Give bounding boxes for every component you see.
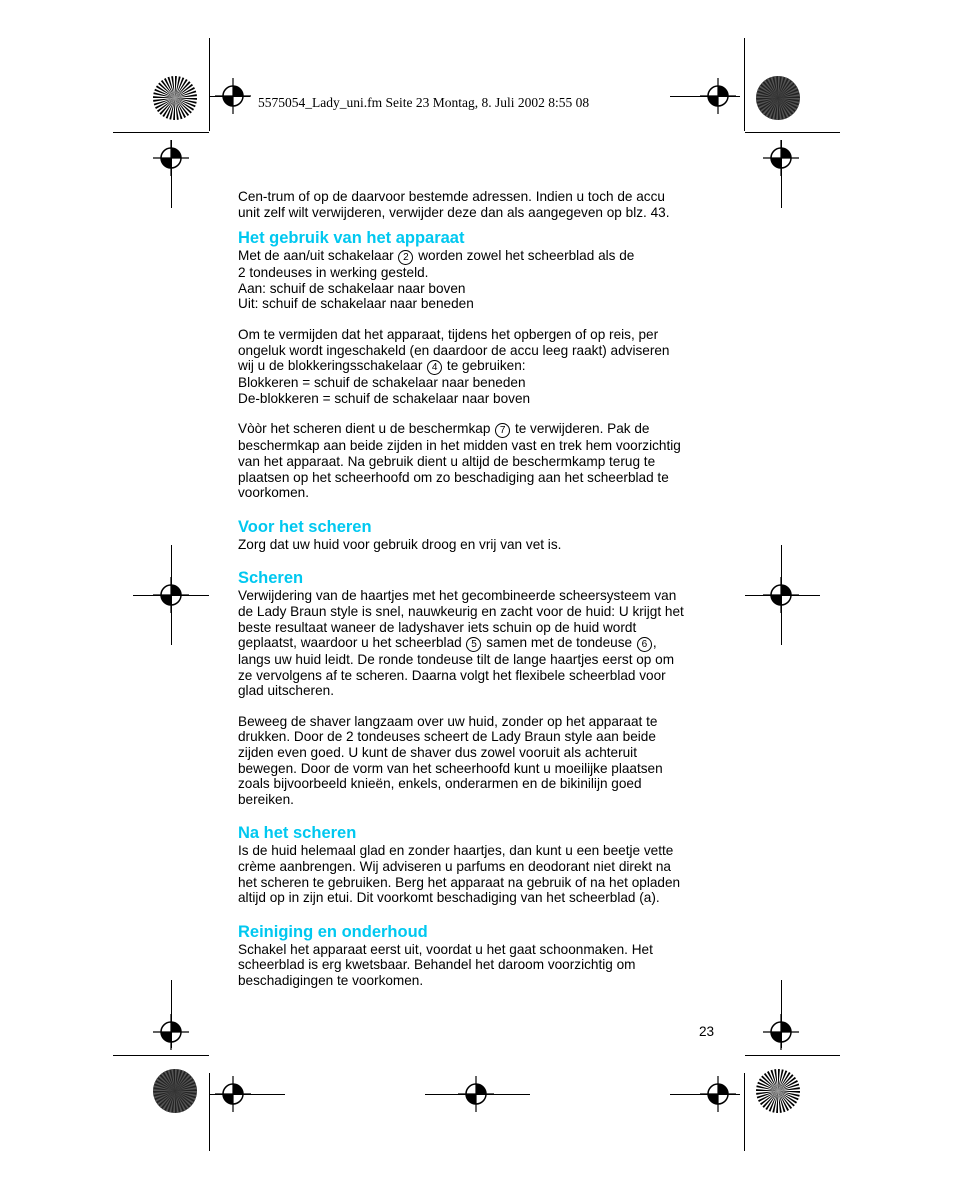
body-line: Schakel het apparaat eerst uit, voordat u het gaat schoonmaken. Het xyxy=(238,941,653,957)
intro-line: Cen-trum of op de daarvoor bestemde adressen. Indien u toch de accu xyxy=(238,189,665,204)
crop-line xyxy=(744,1073,745,1151)
reference-number: 2 xyxy=(398,250,413,265)
registration-mark-icon xyxy=(153,1014,189,1050)
crop-line xyxy=(209,1073,210,1151)
body-line: De-blokkeren = schuif de schakelaar naar boven xyxy=(238,390,531,406)
body-line: glad uitscheren. xyxy=(238,683,334,699)
body-line: 2 tondeuses in werking gesteld. xyxy=(238,265,429,281)
reference-number: 4 xyxy=(427,360,442,375)
reference-number: 7 xyxy=(495,423,510,438)
crop-line xyxy=(744,38,745,131)
body-line: het scheren te gebruiken. Berg het apparaat na gebruik of na het opladen xyxy=(238,874,681,890)
section-heading: Voor het scheren xyxy=(238,517,372,536)
reference-number: 6 xyxy=(637,637,652,652)
registration-mark-icon xyxy=(763,1014,799,1050)
registration-mark-icon xyxy=(215,1076,251,1112)
file-info-header: 5575054_Lady_uni.fm Seite 23 Montag, 8. Juli 2002 8:55 08 xyxy=(258,95,590,110)
section-heading: Het gebruik van het apparaat xyxy=(238,229,465,248)
star-target-icon xyxy=(152,1068,198,1114)
body-line: scheerblad is erg kwetsbaar. Behandel het daroom voorzichtig om xyxy=(238,957,636,973)
reference-number: 5 xyxy=(466,637,481,652)
body-line: plaatsen op het scheerhoofd om zo beschadiging aan het scheerblad te xyxy=(238,469,669,485)
page-content xyxy=(238,189,718,989)
body-line: beschadigingen te voorkomen. xyxy=(238,973,424,988)
body-line: van het apparaat. Na gebruik dient u altijd de beschermkamp terug te xyxy=(238,453,656,469)
star-target-icon xyxy=(152,75,198,121)
body-line: geplaatst, waardoor u het scheerblad 5 samen met de tondeuse 6 , xyxy=(238,635,657,651)
body-line: Vòòr het scheren dient u de beschermkap 7 te verwijderen. Pak de xyxy=(238,421,650,437)
registration-mark-icon xyxy=(458,1076,494,1112)
body-line: langs uw huid leidt. De ronde tondeuse tilt de lange haartjes eerst op om xyxy=(238,652,675,668)
body-line: drukken. Door de 2 tondeuses scheert de Lady Braun style aan beide xyxy=(238,729,656,745)
crop-line xyxy=(113,1055,209,1056)
body-line: beste resultaat waneer de ladyshaver iets schuin op de huid wordt xyxy=(238,619,637,635)
star-target-icon xyxy=(755,1068,801,1114)
section-heading: Reiniging en onderhoud xyxy=(238,922,428,941)
registration-mark-icon xyxy=(153,140,189,176)
registration-mark-icon xyxy=(700,78,736,114)
body-line: Verwijdering van de haartjes met het gecombineerde scheersysteem van xyxy=(238,588,677,604)
body-line: bewegen. Door de vorm van het scheerhoofd kunt u moeilijke plaatsen xyxy=(238,760,663,776)
body-line: de Lady Braun style is snel, nauwkeurig en zacht voor de huid: U krijgt het xyxy=(238,603,684,619)
registration-mark-icon xyxy=(215,78,251,114)
body-line: Zorg dat uw huid voor gebruik droog en vrij van vet is. xyxy=(238,536,562,552)
star-target-icon xyxy=(755,75,801,121)
crop-line xyxy=(209,38,210,131)
registration-mark-icon xyxy=(763,140,799,176)
body-line: Blokkeren = schuif de schakelaar naar beneden xyxy=(238,375,526,391)
body-line: wij u de blokkeringsschakelaar 4 te gebruiken: xyxy=(238,358,526,374)
body-line: ze vervolgens af te scheren. Daarna volgt het flexibele scheerblad voor xyxy=(238,667,666,683)
body-line: Uit: schuif de schakelaar naar beneden xyxy=(238,296,474,312)
body-line: Met de aan/uit schakelaar 2 worden zowel het scheerblad als de xyxy=(238,248,635,264)
body-line: zoals bijvoorbeeld knieën, enkels, onderarmen en de bikinilijn goed xyxy=(238,776,642,792)
page-number: 23 xyxy=(699,1024,715,1039)
crop-line xyxy=(745,132,840,133)
body-line: altijd op in zijn etui. Dit voorkomt beschadiging van het scheerblad (a). xyxy=(238,890,660,906)
body-line: Is de huid helemaal glad en zonder haartjes, dan kunt u een beetje vette xyxy=(238,843,674,859)
body-line: ongeluk wordt ingeschakeld (en daardoor de accu leeg raakt) adviseren xyxy=(238,342,670,358)
section-heading: Scheren xyxy=(238,569,304,588)
intro-line: unit zelf wilt verwijderen, verwijder deze dan als aangegeven op blz. 43. xyxy=(238,204,670,220)
body-line: crème aanbrengen. Wij adviseren u parfums en deodorant niet direkt na xyxy=(238,859,671,875)
crop-line xyxy=(113,132,209,133)
body-line: Om te vermijden dat het apparaat, tijdens het opbergen of op reis, per xyxy=(238,326,659,342)
registration-mark-icon xyxy=(700,1076,736,1112)
body-line: bereiken. xyxy=(238,791,294,807)
section-heading: Na het scheren xyxy=(238,824,357,843)
body-line: zijden even goed. U kunt de shaver dus zowel vooruit als achteruit xyxy=(238,745,637,761)
body-line: voorkomen. xyxy=(238,485,310,501)
registration-mark-icon xyxy=(763,577,799,613)
registration-mark-icon xyxy=(153,577,189,613)
body-line: beschermkap aan beide zijden in het midden vast en trek hem voorzichtig xyxy=(238,438,681,454)
crop-line xyxy=(745,1055,840,1056)
body-line: Beweeg de shaver langzaam over uw huid, zonder op het apparaat te xyxy=(238,713,658,729)
body-line: Aan: schuif de schakelaar naar boven xyxy=(238,280,466,296)
